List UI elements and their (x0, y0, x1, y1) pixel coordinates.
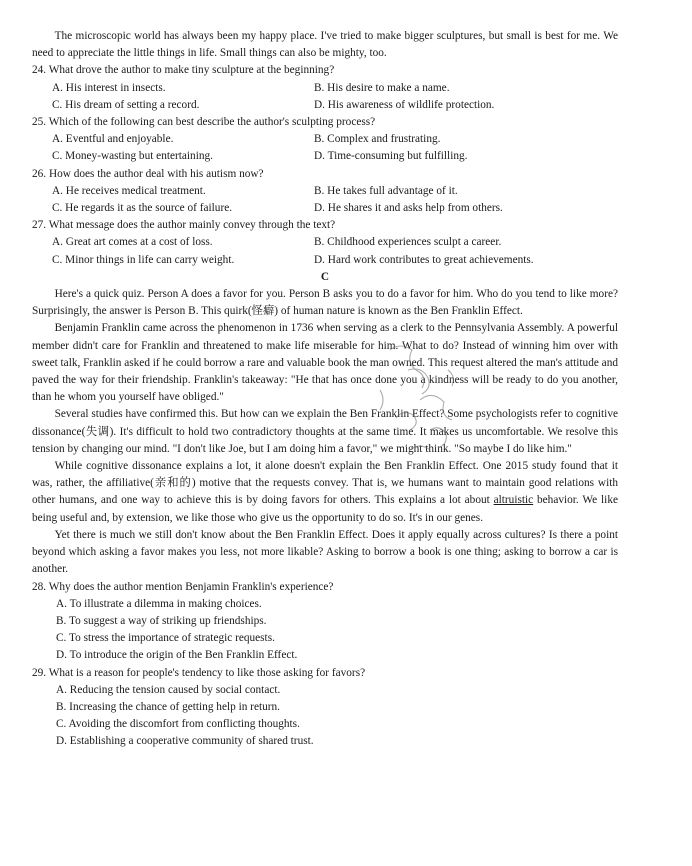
question-stem: 27. What message does the author mainly convey through the text? (32, 219, 336, 232)
paragraph-text: behavior. We like being useful and, by extension, we like those who give us the opportunity to do so. It's in our genes. (32, 494, 618, 524)
question-28 (32, 579, 618, 665)
option-d: D. Hard work contributes to great achievements. (314, 253, 534, 266)
passage-paragraph: Benjamin Franklin came across the phenomenon in 1736 when serving as a clerk to the Pennsylvania Assembly. A powerful member didn't care for Franklin and threatened to make life miserable for him. What to do? Instead of winning him over with sweet talk, Franklin asked if he could borrow a rare and valuable book the man owned. This request altered the man's attitude and paved the way for their friendship. Franklin's takeaway: "He that has once done you a kindness will be ready to do you another, than he whom you yourself have obliged." (32, 322, 618, 404)
option-a: A. Great art comes at a cost of loss. (52, 236, 213, 249)
option-d: D. Time-consuming but fulfilling. (314, 150, 468, 163)
option-c: C. To stress the importance of strategic requests. (56, 632, 275, 645)
question-27 (32, 217, 618, 269)
question-stem: 28. Why does the author mention Benjamin Franklin's experience? (32, 580, 334, 593)
passage-paragraph: Here's a quick quiz. Person A does a favor for you. Person B asks you to do a favor for him. Who do you tend to like more? Surprisingly, the answer is Person B. This quirk(怪癖) of human nature is known as the Ben Franklin Effect. (32, 288, 618, 318)
passage-paragraph: Several studies have confirmed this. But how can we explain the Ben Franklin Effect? Some psychologists refer to cognitive dissonance(失调). It's difficult to hold two contradictory thoughts at the same time. It makes us uncomfortable. We resolve this tension by changing our mind. "I don't like Joe, but I am doing him a favor," we might think. "So maybe I do like him." (32, 408, 618, 455)
option-b: B. He takes full advantage of it. (314, 184, 458, 197)
option-b: B. Complex and frustrating. (314, 133, 441, 146)
option-b: B. To suggest a way of striking up friendships. (56, 614, 267, 627)
option-a: A. Eventful and enjoyable. (52, 133, 174, 146)
question-29 (32, 665, 618, 751)
option-a: A. His interest in insects. (52, 81, 166, 94)
intro-paragraph: The microscopic world has always been my happy place. I've tried to make bigger sculptures, but small is best for me. We need to appreciate the little things in life. Small things can also be mighty, too. (32, 30, 618, 60)
passage-paragraph: Yet there is much we still don't know about the Ben Franklin Effect. Does it apply equally across cultures? Is there a point beyond which asking a favor makes you less, not more likable? Asking to borrow a book is one thing; asking to borrow a car is another. (32, 528, 618, 576)
option-b: B. Childhood experiences sculpt a career. (314, 236, 502, 249)
question-stem: 24. What drove the author to make tiny sculpture at the beginning? (32, 64, 335, 77)
section-heading: C (320, 270, 330, 283)
option-c: C. Money-wasting but entertaining. (52, 150, 213, 163)
option-c: C. He regards it as the source of failure. (52, 202, 233, 215)
option-c: C. Minor things in life can carry weight. (52, 253, 235, 266)
question-24 (32, 62, 618, 114)
underlined-word: altruistic (493, 494, 534, 507)
paragraph-text: While cognitive dissonance explains a lot, it alone doesn't explain the Ben Franklin Effect. One 2015 study found that it was, rather, the affiliative(亲和的) motive that the requests convey. That is, we humans want to maintain good relations with other humans, and one way to achieve this is by doing favors for others. This explains a lot about (32, 460, 618, 507)
option-a: A. He receives medical treatment. (52, 184, 206, 197)
option-a: A. Reducing the tension caused by social contact. (56, 683, 281, 696)
option-d: D. Establishing a cooperative community of shared trust. (56, 735, 314, 748)
option-c: C. Avoiding the discomfort from conflicting thoughts. (56, 718, 300, 731)
option-d: D. He shares it and asks help from others. (314, 202, 503, 215)
question-stem: 26. How does the author deal with his autism now? (32, 167, 264, 180)
passage-paragraph (32, 458, 618, 527)
option-d: D. His awareness of wildlife protection. (314, 98, 495, 111)
option-b: B. Increasing the chance of getting help in return. (56, 700, 280, 713)
question-stem: 25. Which of the following can best describe the author's sculpting process? (32, 116, 376, 129)
option-b: B. His desire to make a name. (314, 81, 450, 94)
option-a: A. To illustrate a dilemma in making choices. (56, 597, 262, 610)
option-c: C. His dream of setting a record. (52, 98, 200, 111)
question-26 (32, 166, 618, 218)
exam-page (32, 28, 618, 751)
question-25 (32, 114, 618, 166)
question-stem: 29. What is a reason for people's tendency to like those asking for favors? (32, 666, 366, 679)
option-d: D. To introduce the origin of the Ben Franklin Effect. (56, 649, 298, 662)
